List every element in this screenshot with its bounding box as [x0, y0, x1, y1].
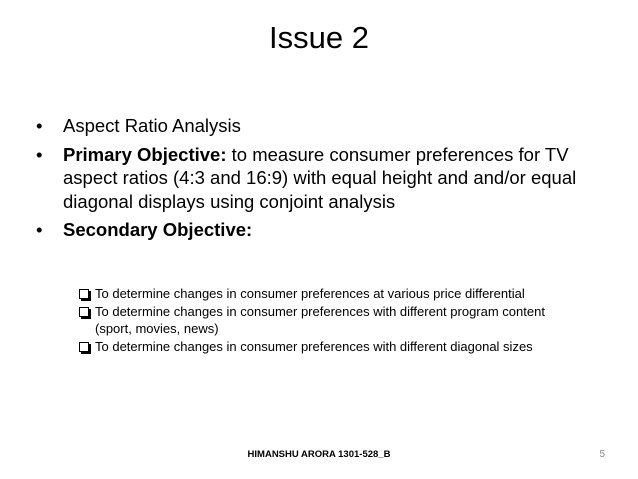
sub-objective-item: [79, 303, 559, 338]
checkbox-icon: [79, 307, 89, 317]
bullet-list: [36, 114, 606, 247]
sub-objective-list: [79, 285, 559, 355]
checkbox-icon: [79, 289, 89, 299]
bullet-bold-label: Primary Objective:: [63, 143, 227, 165]
bullet-marker: •: [36, 143, 43, 165]
bullet-bold-label: Secondary Objective:: [63, 219, 253, 240]
slide-title: Issue 2: [269, 20, 369, 55]
bullet-text: Aspect Ratio Analysis: [63, 115, 241, 136]
sub-objective-text: To determine changes in consumer preferences with different diagonal sizes: [95, 338, 533, 354]
bullet-item: [36, 114, 606, 138]
sub-objective-item: [79, 338, 559, 356]
page-number: 5: [599, 449, 605, 460]
bullet-marker: •: [36, 219, 43, 240]
checkbox-icon: [79, 342, 89, 352]
bullet-item: [36, 218, 606, 242]
footer-text: HIMANSHU ARORA 1301-528_B: [247, 449, 391, 460]
bullet-item: [36, 143, 606, 214]
bullet-text: to measure consumer preferences for TV aspect ratios (4:3 and 16:9) with equal height and and/or equal diagonal displays using conjoint analysis: [63, 143, 577, 212]
sub-objective-item: [79, 285, 559, 303]
bullet-marker: •: [36, 115, 43, 136]
sub-objective-text: To determine changes in consumer preferences at various price differential: [95, 286, 525, 301]
sub-objective-text: To determine changes in consumer preferences with different program content (sport, movies, news): [95, 303, 545, 336]
